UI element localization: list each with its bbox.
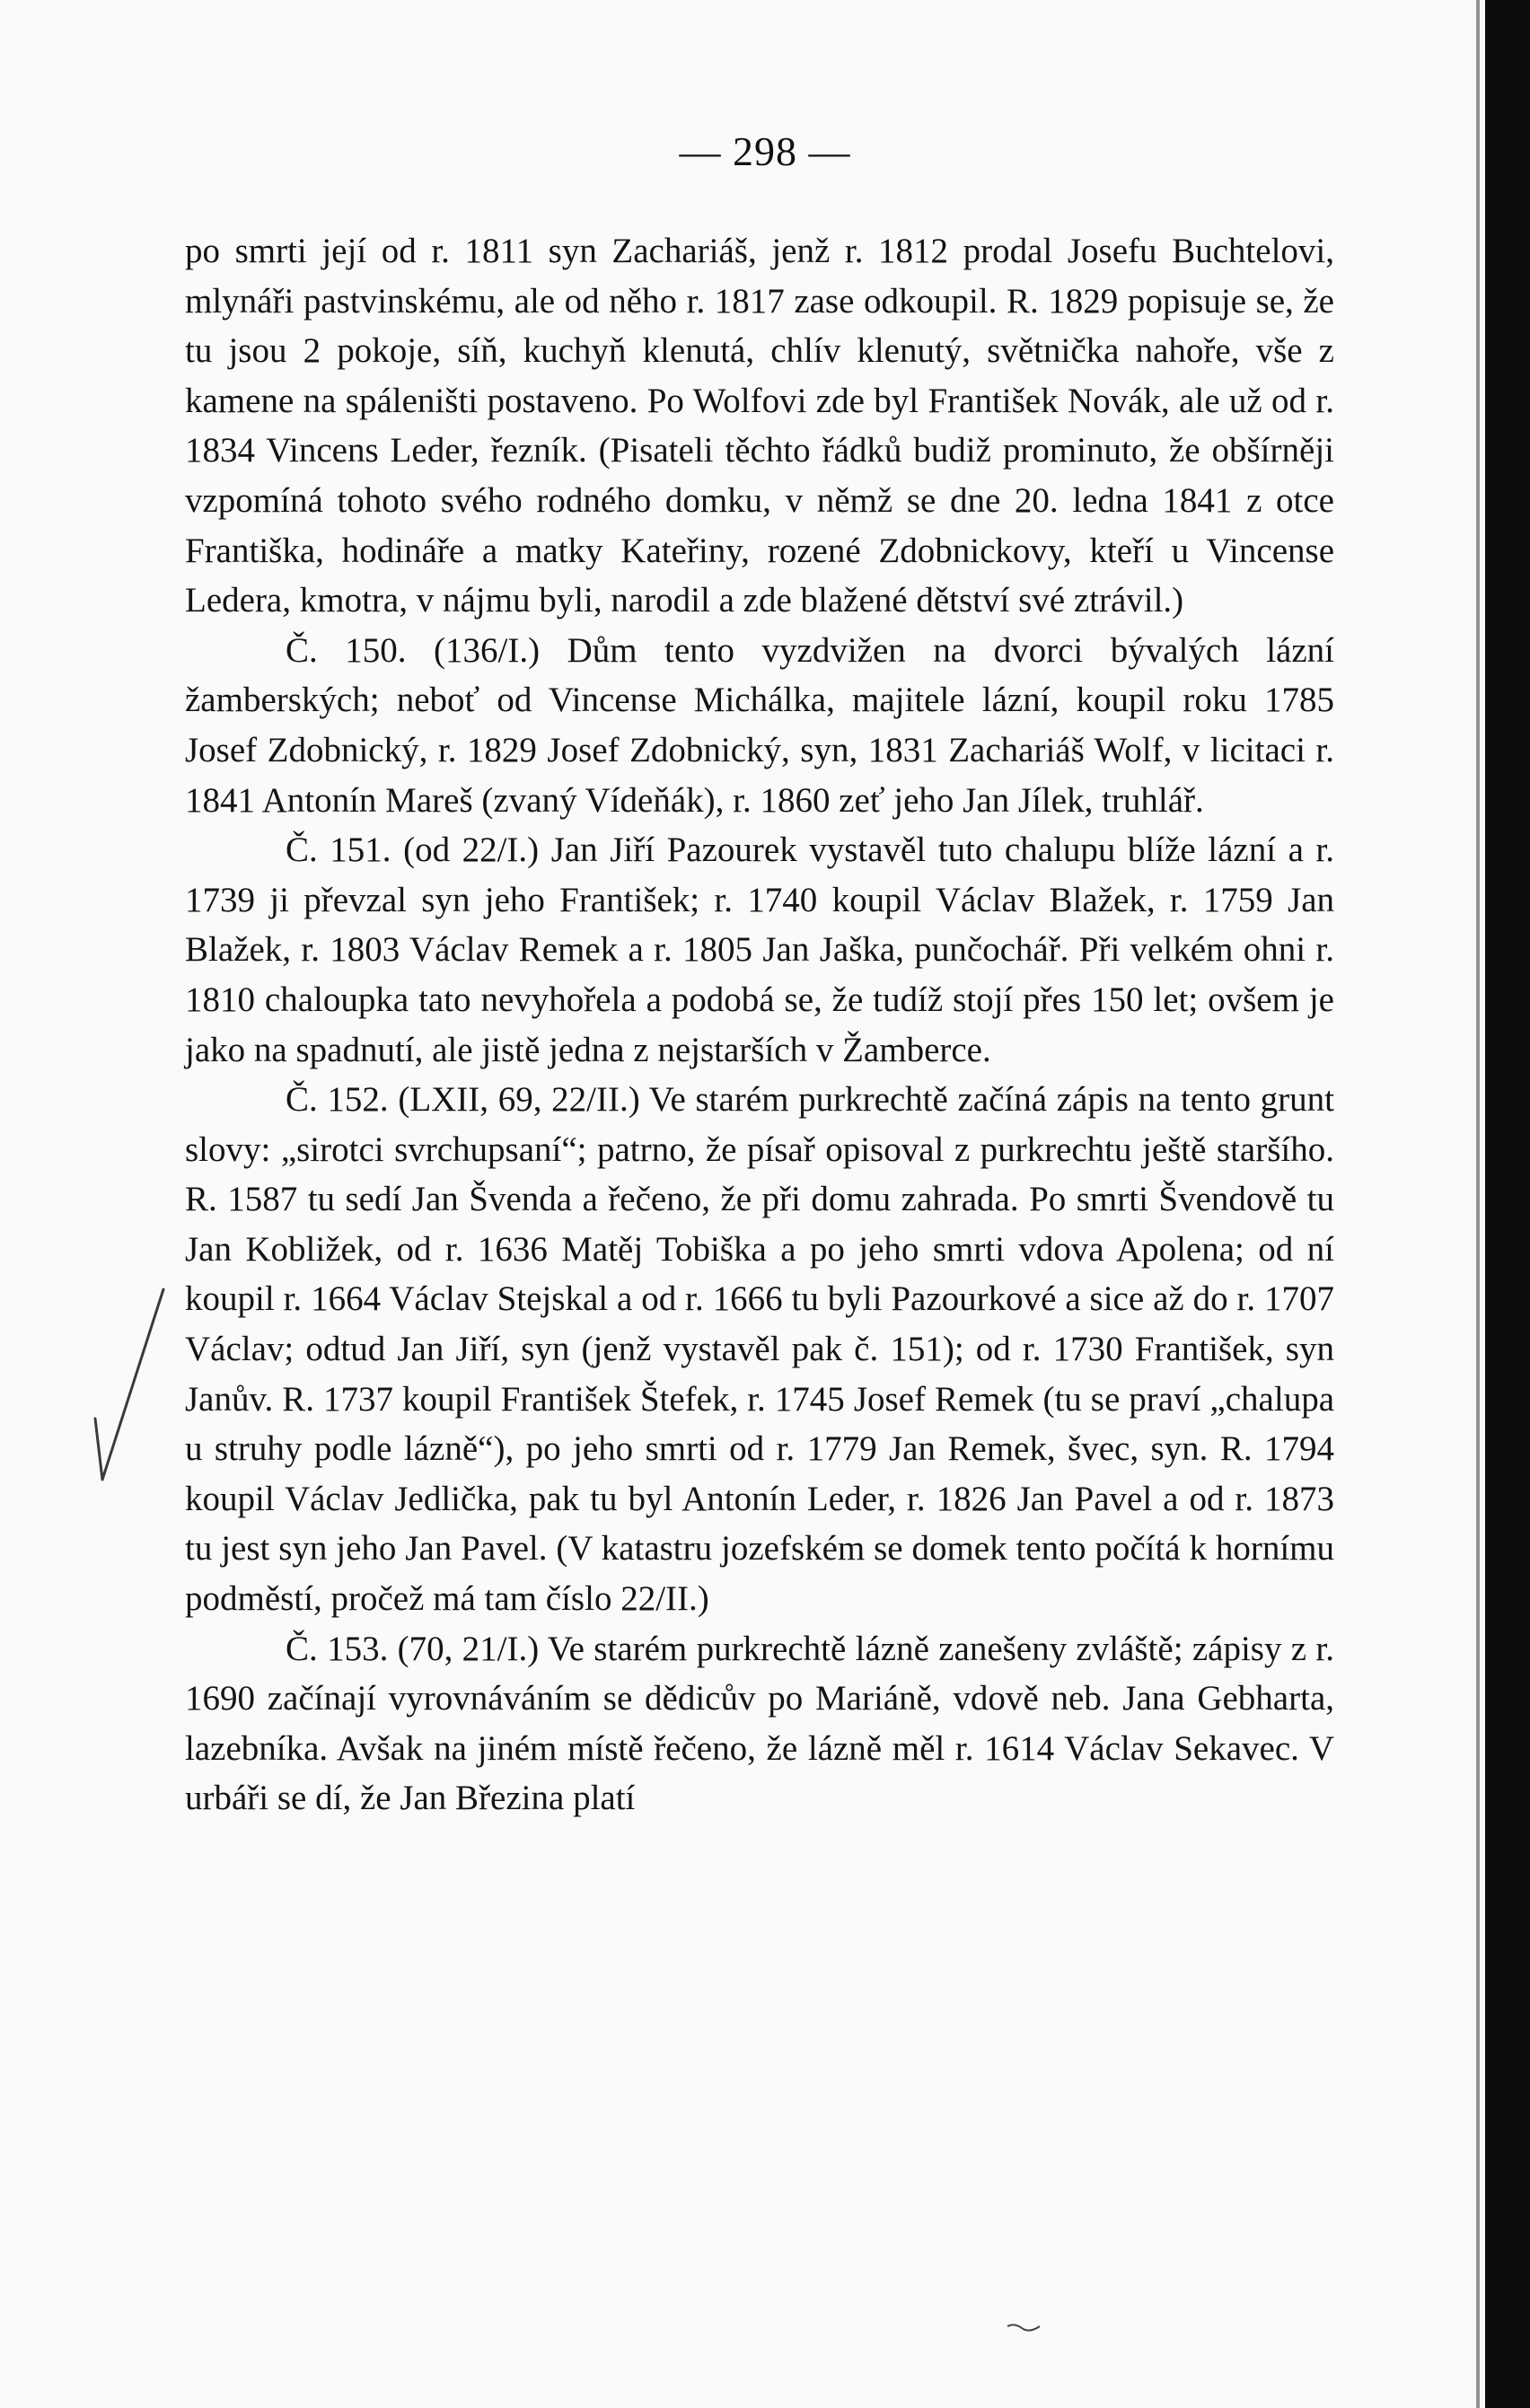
- body-text: [185, 226, 1334, 1824]
- ink-smudge-icon: [1006, 2321, 1042, 2333]
- paragraph-1: po smrti její od r. 1811 syn Zachariáš, jenž r. 1812 prodal Josefu Buchtelovi, mlynáři pastvinskému, ale od něho r. 1817 zase odkoupil. R. 1829 popisuje se, že tu jsou 2 pokoje, síň, kuchyň klenutá, chlív klenutý, světnička nahoře, vše z kamene na spáleništi postaveno. Po Wolfovi zde byl František Novák, ale už od r. 1834 Vincens Leder, řezník. (Pisateli těchto řádků budiž prominuto, že obšírněji vzpomíná tohoto svého rodného domku, v němž se dne 20. ledna 1841 z otce Františka, hodináře a matky Kateřiny, rozené Zdobnickovy, kteří u Vincense Ledera, kmotra, v nájmu byli, narodil a zde blažené dětství své ztrávil.): [185, 232, 1334, 620]
- paragraph-3: Č. 151. (od 22/I.) Jan Jiří Pazourek vystavěl tuto chalupu blíže lázní a r. 1739 ji převzal syn jeho František; r. 1740 koupil Václav Blažek, r. 1759 Jan Blažek, r. 1803 Václav Remek a r. 1805 Jan Jaška, punčochář. Při velkém ohni r. 1810 chaloupka tato nevyhořela a podobá se, že tudíž stojí přes 150 let; ovšem je jako na spadnutí, ale jistě jedna z nejstarších v Žamberce.: [185, 830, 1334, 1069]
- paragraph-5: Č. 153. (70, 21/I.) Ve starém purkrechtě lázně zanešeny zvláště; zápisy z r. 1690 začínají vyrovnáváním se dědicův po Mariáně, vdově neb. Jana Gebharta, lazebníka. Avšak na jiném místě řečeno, že lázně měl r. 1614 Václav Sekavec. V urbáři se dí, že Jan Březina platí: [185, 1629, 1334, 1818]
- paragraph-4: Č. 152. (LXII, 69, 22/II.) Ve starém purkrechtě začíná zápis na tento grunt slovy: „sirotci svrchupsaní“; patrno, že písař opisoval z purkrechtu ještě staršího. R. 1587 tu sedí Jan Švenda a řečeno, že při domu zahrada. Po smrti Švendově tu Jan Kobližek, od r. 1636 Matěj Tobiška a po jeho smrti vdova Apolena; od ní koupil r. 1664 Václav Stejskal a od r. 1666 tu byli Pazourkové a sice až do r. 1707 Václav; odtud Jan Jiří, syn (jenž vystavěl pak č. 151); od r. 1730 František, syn Janův. R. 1737 koupil František Štefek, r. 1745 Josef Remek (tu se praví „chalupa u struhy podle lázně“), po jeho smrti od r. 1779 Jan Remek, švec, syn. R. 1794 koupil Václav Jedlička, pak tu byl Antonín Leder, r. 1826 Jan Pavel a od r. 1873 tu jest syn jeho Jan Pavel. (V katastru jozefském se domek tento počítá k hornímu podměstí, pročež má tam číslo 22/II.): [185, 1080, 1334, 1619]
- scan-border: [1485, 0, 1530, 2408]
- pencil-checkmark-icon: [90, 1284, 171, 1490]
- page-number: — 298 —: [679, 128, 851, 174]
- page-edge-shadow: [1476, 0, 1480, 2408]
- paragraph-2: Č. 150. (136/I.) Dům tento vyzdvižen na dvorci bývalých lázní žamberských; neboť od Vincense Michálka, majitele lázní, koupil roku 1785 Josef Zdobnický, r. 1829 Josef Zdobnický, syn, 1831 Zachariáš Wolf, v licitaci r. 1841 Antonín Mareš (zvaný Vídeňák), r. 1860 zeť jeho Jan Jílek, truhlář.: [185, 630, 1334, 820]
